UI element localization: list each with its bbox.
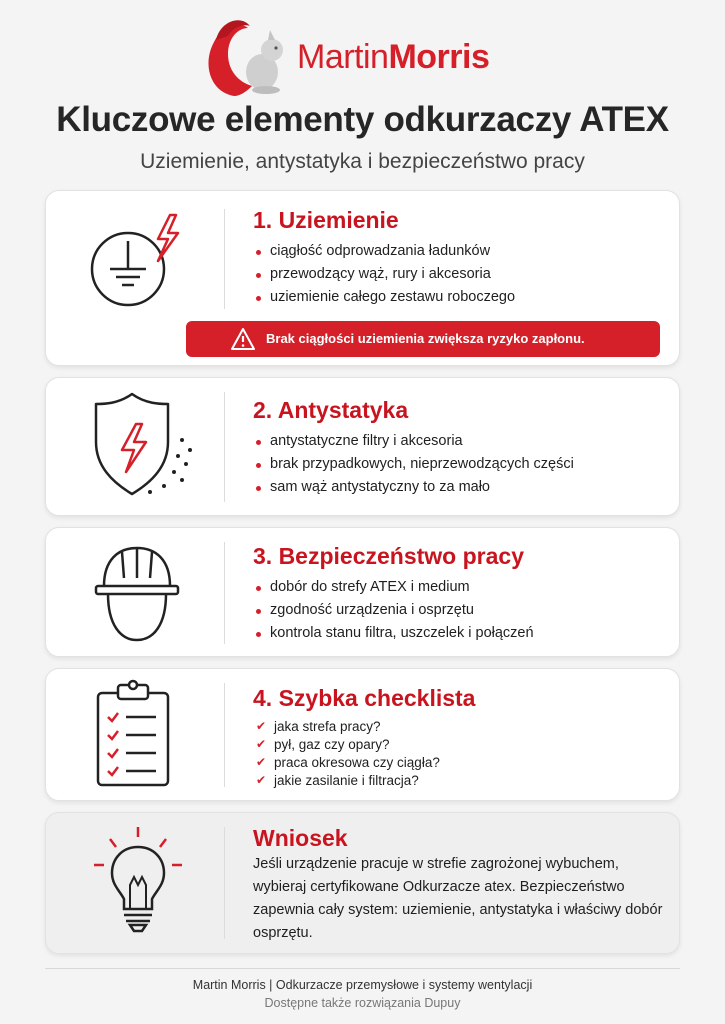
- section-heading: Wniosek: [253, 825, 348, 851]
- squirrel-logo-icon: [204, 12, 296, 98]
- card-divider: [224, 542, 225, 644]
- grounding-icon: [88, 211, 188, 311]
- clipboard-checklist-icon: [96, 679, 176, 789]
- section-heading: 1. Uziemienie: [253, 207, 399, 233]
- footer-company: Martin Morris | Odkurzacze przemysłowe i systemy wentylacji: [192, 978, 533, 992]
- brand-name: MartinMorris: [297, 38, 490, 76]
- list-item: dobór do strefy ATEX i medium: [256, 579, 534, 595]
- checklist-item: ✔ jakie zasilanie i filtracja?: [256, 773, 440, 788]
- hard-hat-icon: [94, 542, 180, 646]
- card-divider: [224, 827, 225, 939]
- footer-note: Dostępne także rozwiązania Dupuy: [264, 996, 461, 1010]
- section-list: [256, 243, 515, 305]
- list-item: brak przypadkowych, nieprzewodzących części: [256, 456, 574, 472]
- list-item: przewodzący wąż, rury i akcesoria: [256, 266, 515, 282]
- warning-banner: [186, 321, 660, 357]
- brand-logo: [0, 10, 725, 85]
- page-title: Kluczowe elementy odkurzaczy ATEX: [56, 100, 669, 139]
- checklist: [256, 719, 440, 788]
- conclusion-text: Jeśli urządzenie pracuje w strefie zagrożonej wybuchem, wybieraj certyfikowane Odkurzacze atex. Bezpieczeństwo zapewnia cały system: uziemienie, antystatyka i właściwy dobór osprzętu.: [253, 856, 663, 941]
- list-item: sam wąż antystatyczny to za mało: [256, 479, 574, 495]
- list-item: uziemienie całego zestawu roboczego: [256, 289, 515, 305]
- section-card-conclusion: [45, 812, 680, 954]
- section-card-antistatic: [45, 377, 680, 516]
- checklist-item: ✔ praca okresowa czy ciągła?: [256, 755, 440, 770]
- shield-lightning-icon: [90, 392, 200, 502]
- list-item: ciągłość odprowadzania ładunków: [256, 243, 515, 259]
- section-card-grounding: [45, 190, 680, 366]
- section-list: [256, 433, 574, 495]
- warning-triangle-icon: [230, 327, 256, 351]
- page-subtitle: Uziemienie, antystatyka i bezpieczeństwo pracy: [140, 150, 585, 173]
- list-item: zgodność urządzenia i osprzętu: [256, 602, 534, 618]
- light-bulb-icon: [88, 825, 188, 935]
- section-card-work-safety: [45, 527, 680, 657]
- checklist-item: ✔ pył, gaz czy opary?: [256, 737, 440, 752]
- section-heading: 4. Szybka checklista: [253, 685, 476, 711]
- warning-text: Brak ciągłości uziemienia zwiększa ryzyko zapłonu.: [266, 331, 585, 346]
- card-divider: [224, 209, 225, 309]
- list-item: antystatyczne filtry i akcesoria: [256, 433, 574, 449]
- card-divider: [224, 392, 225, 502]
- card-divider: [224, 683, 225, 787]
- section-list: [256, 579, 534, 641]
- list-item: kontrola stanu filtra, uszczelek i połączeń: [256, 625, 534, 641]
- section-heading: 2. Antystatyka: [253, 397, 409, 423]
- checklist-item: ✔ jaka strefa pracy?: [256, 719, 440, 734]
- section-heading: 3. Bezpieczeństwo pracy: [253, 543, 524, 569]
- footer-divider: [45, 968, 680, 969]
- section-card-checklist: [45, 668, 680, 801]
